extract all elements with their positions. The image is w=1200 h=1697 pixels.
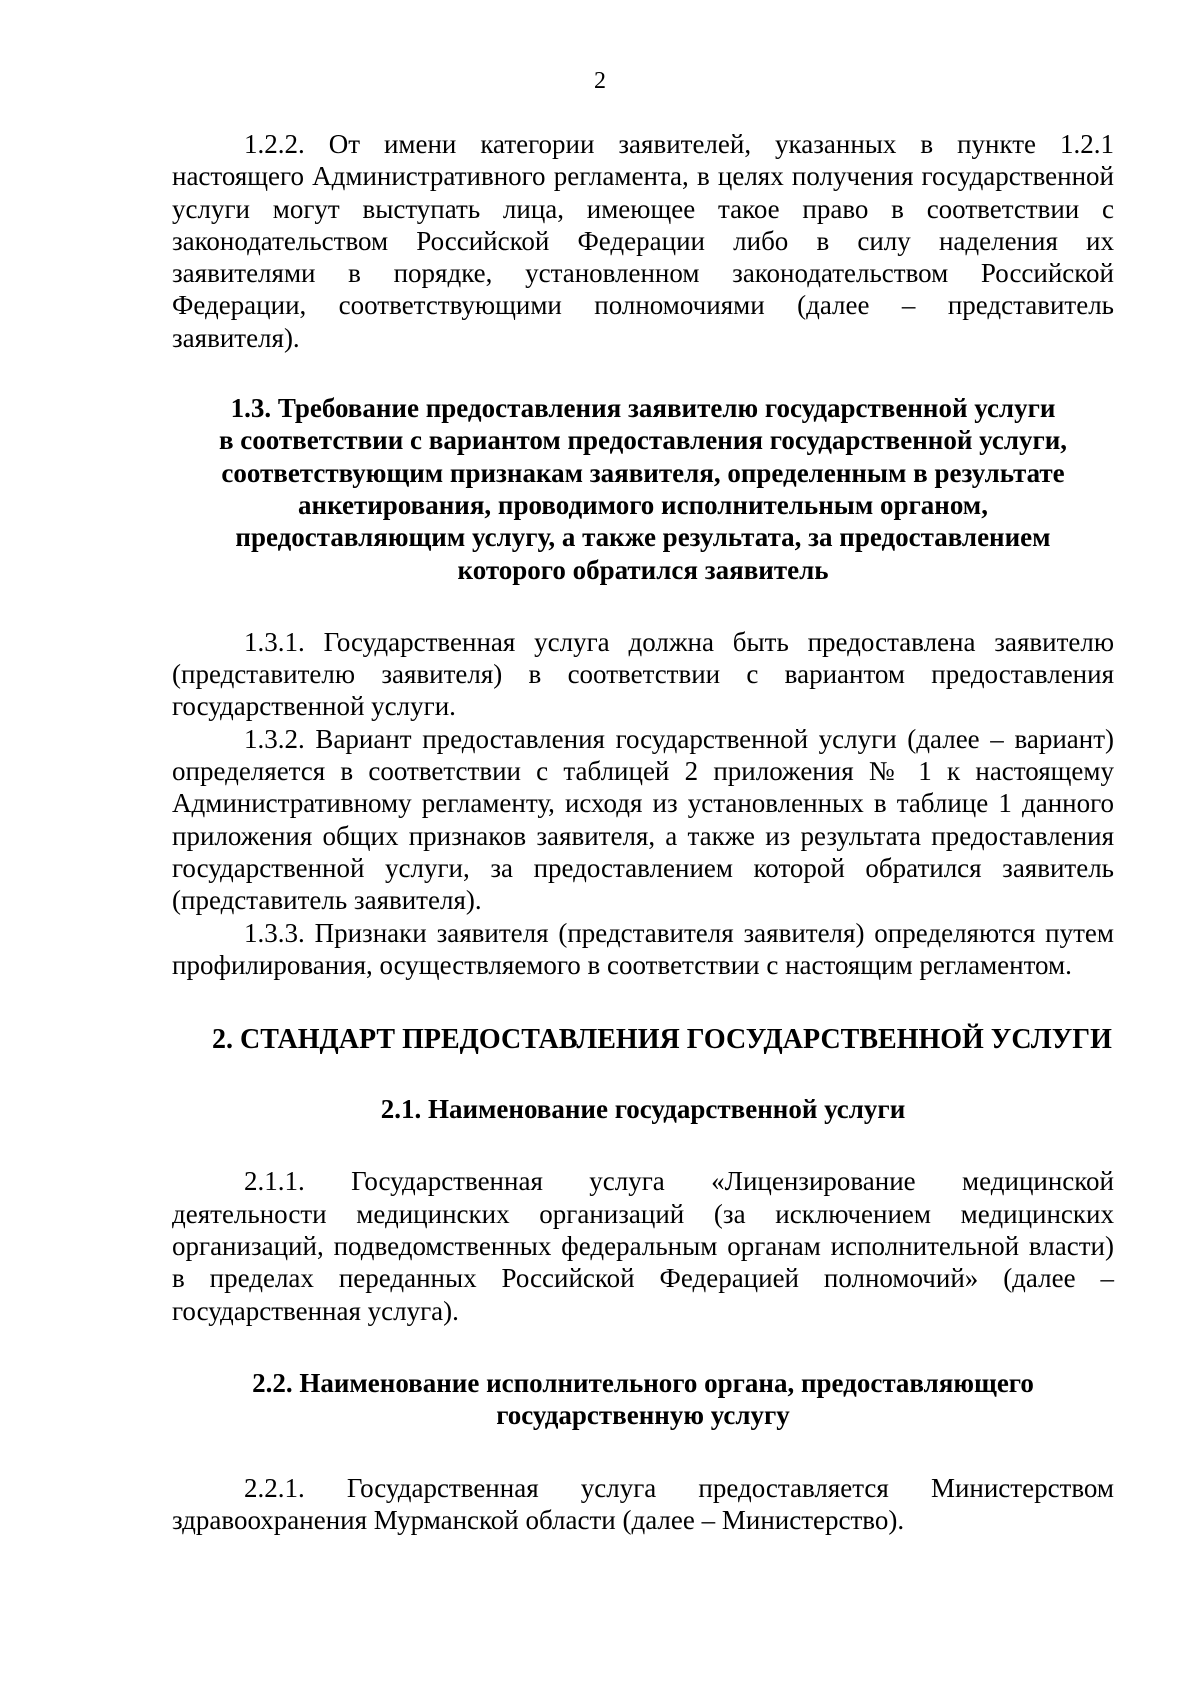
heading-1-3-line: которого обратился заявитель — [457, 554, 829, 585]
heading-1-3-line: 1.3. Требование предоставления заявителю государственной услуги — [230, 393, 1056, 424]
paragraph-1-3-1: 1.3.1. Государственная услуга должна быть предоставлена заявителю (представителю заявителя) в соответствии с вариантом предоставления государственной услуги. — [172, 626, 1114, 722]
paragraph-2-1-1: 2.1.1. Государственная услуга «Лицензирование медицинской деятельности медицинских организаций (за исключением медицинских организаций, подведомственных федеральным органам исполнительной власти) в пределах переданных Российской Федерацией полномочий» (далее – государственная услуга). — [172, 1166, 1114, 1326]
document-body — [172, 128, 1114, 1536]
heading-1-3-line: анкетирования, проводимого исполнительным органом, — [298, 489, 988, 520]
paragraph-2-2-1: 2.2.1. Государственная услуга предоставляется Министерством здравоохранения Мурманской области (далее – Министерство). — [172, 1472, 1114, 1535]
heading-2-2-line: 2.2. Наименование исполнительного органа, предоставляющего — [252, 1367, 1034, 1398]
section-2-number: 2. — [212, 1024, 233, 1056]
heading-1-3-line: предоставляющим услугу, а также результата, за предоставлением — [235, 522, 1051, 553]
section-2-title — [172, 1023, 1114, 1057]
heading-2-2-line: государственную услугу — [496, 1400, 790, 1431]
heading-1-3-line: в соответствии с вариантом предоставления государственной услуги, — [218, 425, 1068, 456]
paragraph-1-2-2: 1.2.2. От имени категории заявителей, указанных в пункте 1.2.1 настоящего Административного регламента, в целях получения государственной услуги могут выступать лица, имеющее такое право в соответствии с законодательством Российской Федерации либо в силу наделения их заявителями в порядке, установленном законодательством Российской Федерации, соответствующими полномочиями (далее – представитель заявителя). — [172, 129, 1114, 353]
heading-2-1: 2.1. Наименование государственной услуги — [380, 1094, 906, 1125]
heading-1-3-line: соответствующим признакам заявителя, определенным в результате — [221, 457, 1065, 488]
paragraph-1-3-2: 1.3.2. Вариант предоставления государственной услуги (далее – вариант) определяется в соответствии с таблицей 2 приложения № 1 к настоящему Административному регламенту, исходя из установленных в таблице 1 данного приложения общих признаков заявителя, а также из результата предоставления государственной услуги, за предоставлением которой обратился заявитель (представитель заявителя). — [172, 723, 1114, 916]
section-2-text: СТАНДАРТ ПРЕДОСТАВЛЕНИЯ ГОСУДАРСТВЕННОЙ УСЛУГИ — [240, 1024, 1112, 1056]
page-number: 2 — [594, 68, 606, 94]
heading-2-2 — [172, 1367, 1114, 1432]
heading-1-3 — [172, 392, 1114, 586]
paragraph-1-3-3: 1.3.3. Признаки заявителя (представителя заявителя) определяются путем профилирования, осуществляемого в соответствии с настоящим регламентом. — [172, 917, 1114, 980]
